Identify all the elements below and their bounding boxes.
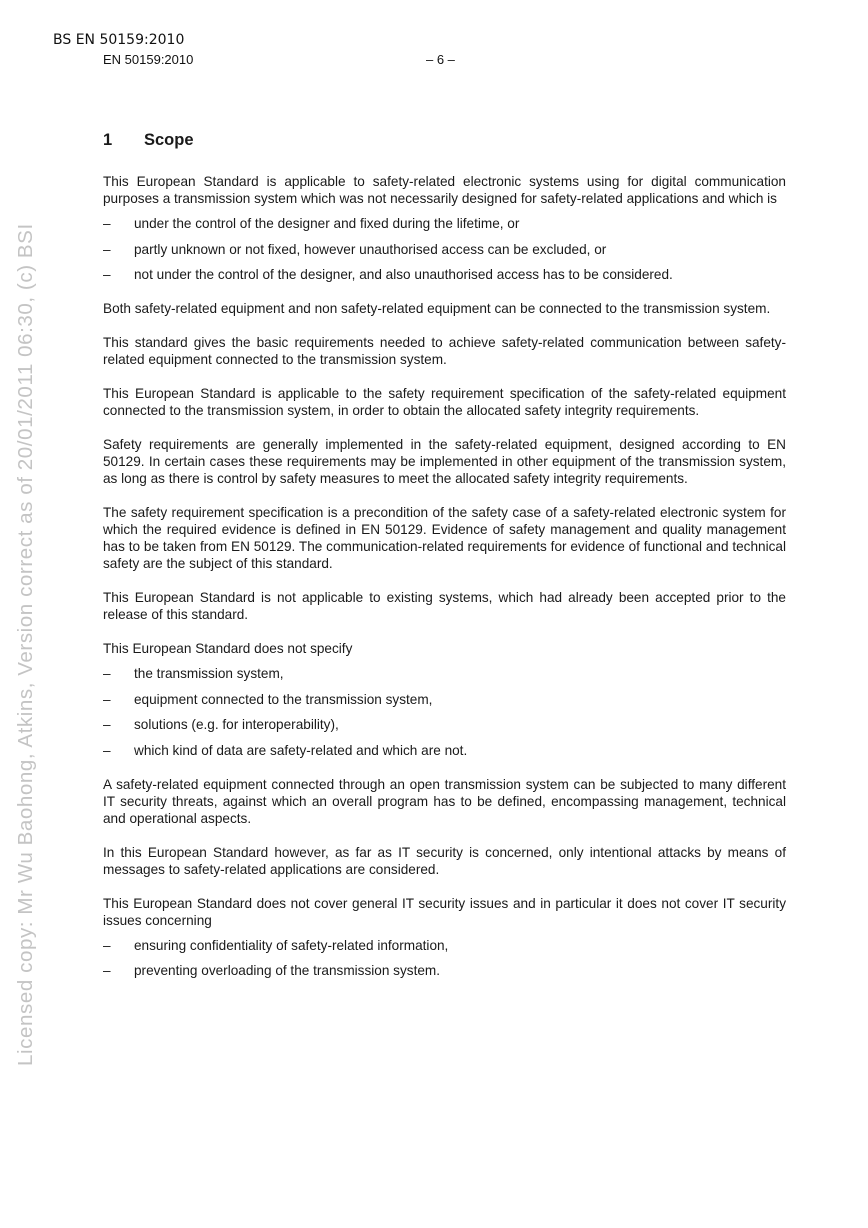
bs-document-code: BS EN 50159:2010: [53, 32, 185, 48]
list-dash: –: [103, 241, 111, 257]
section-number: 1: [103, 131, 113, 149]
en-document-code: EN 50159:2010: [103, 52, 194, 67]
paragraph: This European Standard is applicable to safety-related electronic systems using for digital communication purposes a transmission system which was not necessarily designed for safety-related applications and which is: [103, 174, 786, 206]
list-item: [103, 962, 786, 979]
list-item-text: which kind of data are safety-related and which are not.: [134, 742, 468, 758]
list-item: [103, 665, 786, 682]
page-number: – 6 –: [426, 52, 455, 67]
list-dash: –: [103, 666, 111, 681]
paragraph: Both safety-related equipment and non safety-related equipment can be connected to the transmission system.: [103, 301, 771, 316]
dash-list: [103, 215, 786, 283]
dash-list: [103, 665, 786, 759]
list-item: [103, 937, 786, 954]
list-dash: –: [103, 691, 111, 707]
dash-list: [103, 937, 786, 980]
paragraph: This standard gives the basic requirements needed to achieve safety-related communication between safety-related equipment connected to the transmission system.: [103, 335, 786, 367]
list-item: [103, 716, 786, 733]
paragraph: A safety-related equipment connected through an open transmission system can be subjected to many different IT security threats, against which an overall program has to be defined, encompassing management, technical and operational aspects.: [103, 776, 786, 826]
paragraph: The safety requirement specification is a precondition of the safety case of a safety-related electronic system for which the required evidence is defined in EN 50129. Evidence of safety management and quality management has to be taken from EN 50129. The communication-related requirements for evidence of functional and technical safety are the subject of this standard.: [103, 505, 786, 571]
list-item-text: equipment connected to the transmission system,: [134, 691, 433, 707]
list-item-text: the transmission system,: [134, 666, 284, 681]
list-dash: –: [103, 742, 111, 758]
list-dash: –: [103, 963, 111, 978]
list-item: [103, 691, 786, 708]
list-item: [103, 266, 786, 283]
list-dash: –: [103, 216, 111, 231]
paragraph: This European Standard does not cover general IT security issues and in particular it does not cover IT security issues concerning: [103, 895, 786, 928]
list-item-text: preventing overloading of the transmission system.: [134, 963, 441, 978]
list-item: [103, 241, 786, 258]
list-item-text: ensuring confidentiality of safety-related information,: [134, 937, 449, 953]
section-heading: [103, 130, 786, 150]
page-content: [103, 130, 786, 996]
paragraph: This European Standard is not applicable to existing systems, which had already been accepted prior to the release of this standard.: [103, 590, 786, 622]
list-item: [103, 742, 786, 759]
list-item-text: partly unknown or not fixed, however unauthorised access can be excluded, or: [134, 241, 607, 257]
paragraph: In this European Standard however, as far as IT security is concerned, only intentional attacks by means of messages to safety-related applications are considered.: [103, 844, 786, 877]
list-item: [103, 215, 786, 232]
list-item-text: not under the control of the designer, and also unauthorised access has to be considered.: [134, 267, 673, 282]
list-dash: –: [103, 937, 111, 953]
paragraph: This European Standard is applicable to the safety requirement specification of the safety-related equipment connected to the transmission system, in order to obtain the allocated safety integrity requirements.: [103, 386, 786, 418]
list-dash: –: [103, 717, 111, 732]
paragraph: This European Standard does not specify: [103, 641, 353, 656]
section-title: Scope: [144, 131, 194, 149]
paragraph: Safety requirements are generally implemented in the safety-related equipment, designed according to EN 50129. In certain cases these requirements may be implemented in other equipment of the transmission system, as long as there is control by safety measures to meet the allocated safety integrity requirements.: [103, 437, 786, 486]
list-dash: –: [103, 267, 111, 282]
license-watermark: Licensed copy: Mr Wu Baohong, Atkins, Version correct as of 20/01/2011 06:30, (c) BSI: [14, 223, 37, 1066]
list-item-text: under the control of the designer and fixed during the lifetime, or: [134, 216, 520, 231]
list-item-text: solutions (e.g. for interoperability),: [134, 717, 339, 732]
